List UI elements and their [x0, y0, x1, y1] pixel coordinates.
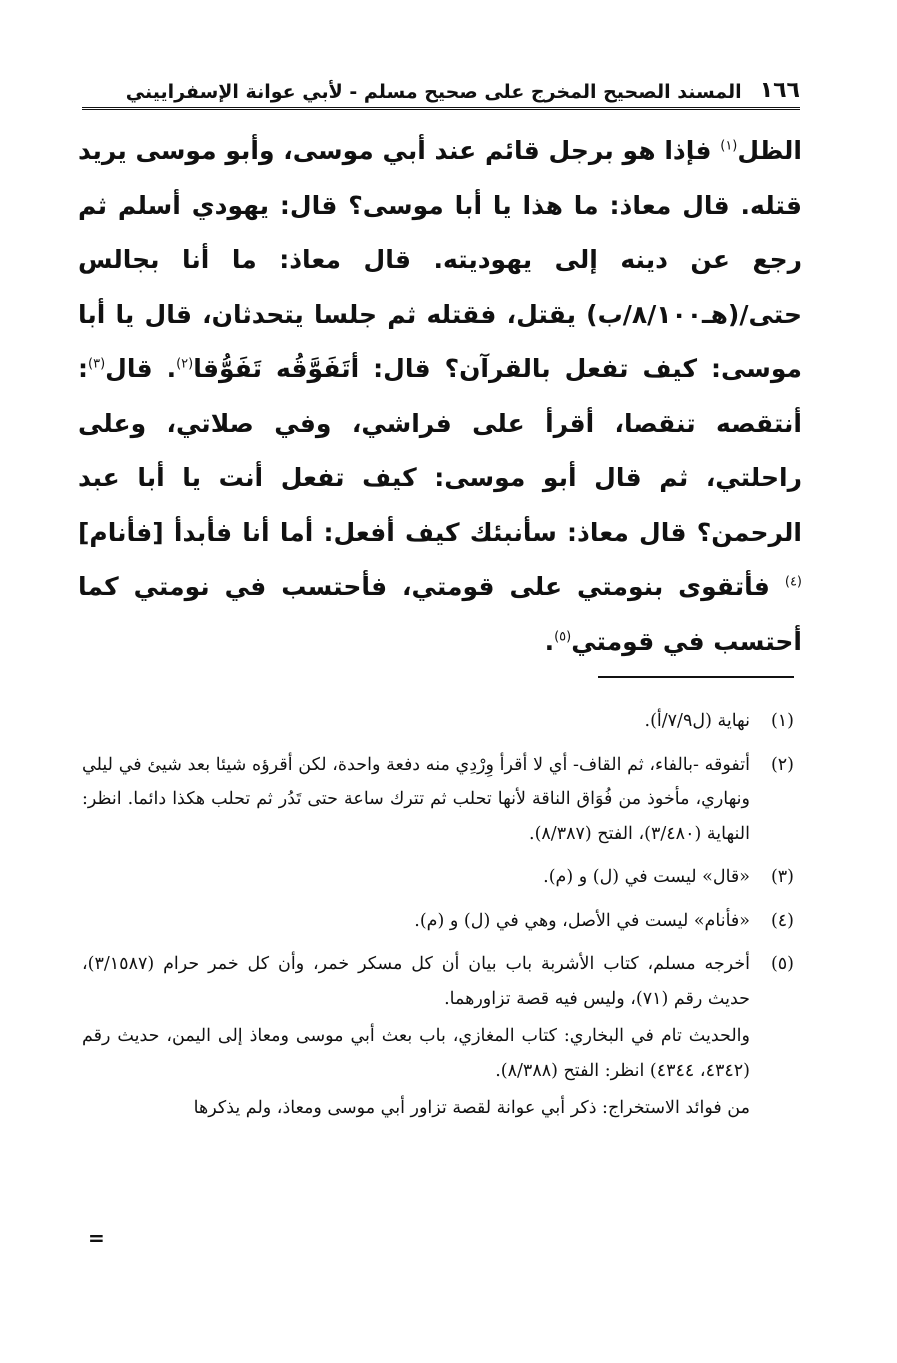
footnote-body: [82, 860, 750, 895]
footnote-body: [82, 704, 750, 739]
running-title: المسند الصحيح المخرج على صحيح مسلم - لأبي عوانة الإسفراييني: [125, 81, 742, 103]
footnote-separator: [598, 676, 794, 678]
footnote-1: [82, 704, 794, 739]
page-header: [82, 70, 800, 110]
footnote-ref-1: (١): [720, 138, 738, 154]
footnote-ref-3: (٣): [88, 356, 106, 372]
continuation-mark: =: [88, 1226, 105, 1250]
footnote-body: [82, 904, 750, 939]
footnotes-section: [82, 704, 794, 1135]
footnote-ref-4: (٤): [784, 574, 802, 590]
text-segment: .: [544, 626, 555, 656]
footnote-text: أخرجه مسلم، كتاب الأشربة باب بيان أن كل مسكر خمر، وأن كل خمر حرام (٣/١٥٨٧)، حديث رقم (٧١)، وليس فيه قصة تزاورهما.: [82, 954, 750, 1009]
footnote-number: (٣): [770, 867, 794, 887]
footnote-2: [82, 748, 794, 852]
footnote-number: (١): [770, 711, 794, 731]
footnote-ref-5: (٥): [554, 629, 572, 645]
footnote-4: [82, 904, 794, 939]
footnote-ref-2: (٢): [176, 356, 194, 372]
footnote-text: من فوائد الاستخراج: ذكر أبي عوانة لقصة تزاور أبي موسى ومعاذ، ولم يذكرها: [193, 1098, 750, 1118]
main-body-text: [78, 124, 802, 669]
text-segment: فإذا هو برجل قائم عند أبي موسى، وأبو موسى يريد قتله. قال معاذ: ما هذا يا أبا موسى؟ قال: يهودي أسلم ثم رجع عن دينه إلى يهوديته. قال معاذ: ما أنا بجالس حتى/(هـ٨/١٠٠/ب) يقتل، فقتله ثم جلسا يتحدثان، قال يا أبا موسى: كيف تفعل بالقرآن؟ قال: أتَفَوَّقُه تَفَوُّقا: [78, 136, 802, 383]
page-number: ١٦٦: [759, 78, 800, 103]
footnote-number: (٤): [770, 910, 794, 931]
footnote-text: أتفوقه -بالفاء، ثم القاف- أي لا أقرأ وِرْدِي منه دفعة واحدة، لكن أقرؤه شيئا بعد شيئ في ليلي ونهاري، مأخوذ من فُوَاق الناقة لأنها تحلب ثم تترك ساعة حتى تَدُر ثم تحلب هكذا دائما. انظر: النهاية (٣/٤٨٠)، الفتح (٨/٣٨٧).: [82, 754, 750, 844]
text-segment: الظل: [737, 136, 802, 165]
footnote-number: (٥): [770, 954, 794, 974]
footnote-text: «فأنام» ليست في الأصل، وهي في (ل) و (م).: [414, 910, 750, 931]
footnote-text: نهاية (ل٧/٩/أ).: [644, 711, 750, 731]
footnote-3: [82, 860, 794, 895]
footnote-number: (٢): [770, 754, 794, 775]
text-segment: فأتقوى بنومتي على قومتي، فأحتسب في نومتي كما أحتسب في قومتي: [78, 572, 802, 656]
text-segment: : أنتقصه تنقصا، أقرأ على فراشي، وفي صلاتي، وعلى راحلتي، ثم قال أبو موسى: كيف تفعل أنت يا أبا عبد الرحمن؟ قال معاذ: سأنبئك كيف أفعل: أما أنا فأبدأ [فأنام]: [78, 354, 802, 547]
footnote-text: «قال» ليست في (ل) و (م).: [543, 867, 750, 887]
footnote-text: والحديث تام في البخاري: كتاب المغازي، باب بعث أبي موسى ومعاذ إلى اليمن، حديث رقم (٤٣٤٢، ٤٣٤٤) انظر: الفتح (٨/٣٨٨).: [82, 1026, 750, 1081]
footnote-body: [82, 947, 750, 1126]
footnote-body: [82, 748, 750, 852]
text-segment: . قال: [105, 354, 177, 383]
main-paragraph: [78, 124, 802, 669]
footnote-5: [82, 947, 794, 1126]
